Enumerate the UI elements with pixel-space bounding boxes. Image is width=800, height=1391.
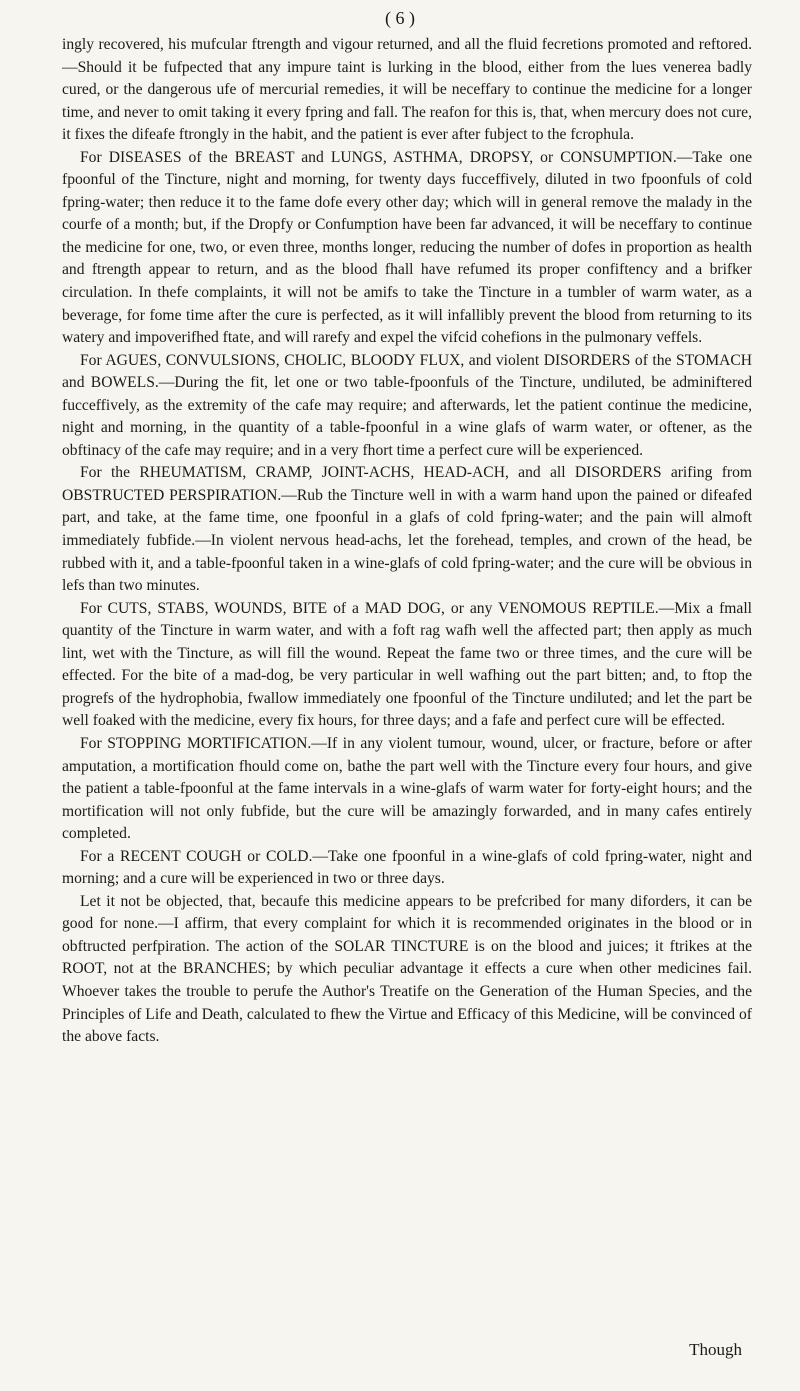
paragraph-cough-cold: For a RECENT COUGH or COLD.—Take one fpoonful in a wine-glafs of cold fpring-water, night and morning; and a cure will be experienced in two or three days. (62, 847, 752, 888)
page-number: ( 6 ) (385, 8, 415, 28)
body-text (62, 34, 752, 1049)
catchword: Though (689, 1340, 742, 1359)
paragraph-agues-convulsions: For AGUES, CONVULSIONS, CHOLIC, BLOODY FLUX, and violent DISORDERS of the STOMACH and BOWELS.—During the fit, let one or two table-fpoonfuls of the Tincture, undiluted, be adminiftered fucceffively, as the extremity of the cafe may require; and afterwards, let the patient continue the medicine, night and morning, in the quantity of a table-fpoonful in a wine glafs of warm water, or oftener, as the obftinacy of the cafe may require; and in a very fhort time a perfect cure will be experienced. (62, 351, 752, 459)
paragraph-rheumatism: For the RHEUMATISM, CRAMP, JOINT-ACHS, HEAD-ACH, and all DISORDERS arifing from OBSTRUCTED PERSPIRATION.—Rub the Tincture well in with a warm hand upon the pained or difeafed part, and take, at the fame time, one fpoonful in a glafs of cold fpring-water; and the pain will almoft immediately fubfide.—In violent nervous head-achs, let the forehead, temples, and crown of the head, be rubbed with it, and a table-fpoonful taken in a wine-glafs of cold fpring-water; and the cure will be obvious in lefs than two minutes. (62, 464, 752, 595)
paragraph-mortification: For STOPPING MORTIFICATION.—If in any violent tumour, wound, ulcer, or fracture, before or after amputation, a mortification fhould come on, bathe the part well with the Tincture every four hours, and give the patient a table-fpoonful at the fame intervals in a wine-glafs of warm water for forty-eight hours; and the mortification will not only fubfide, but the cure will be amazingly forwarded, and in many cafes entirely completed. (62, 734, 752, 843)
paragraph-objection: Let it not be objected, that, becaufe this medicine appears to be prefcribed for many diforders, it can be good for none.—I affirm, that every complaint for which it is recommended originates in the blood or in obftructed perfpiration. The action of the SOLAR TINCTURE is on the blood and juices; it ftrikes at the ROOT, not at the BRANCHES; by which peculiar advantage it effects a cure when other medicines fail. Whoever takes the trouble to perufe the Author's Treatife on the Generation of the Human Species, and the Principles of Life and Death, calculated to fhew the Virtue and Efficacy of this Medicine, will be convinced of the above facts. (62, 892, 752, 1046)
paragraph-breast-lungs: For DISEASES of the BREAST and LUNGS, ASTHMA, DROPSY, or CONSUMPTION.—Take one fpoonful of the Tincture, night and morning, for twenty days fucceffively, diluted in two fpoonfuls of cold fpring-water; then reduce it to the fame dofe every other day; which will in general remove the malady in the courfe of a month; but, if the Dropfy or Confumption have been far advanced, it will be neceffary to continue the medicine for one, two, or even three, months longer, reducing the number of dofes in proportion as health and ftrength appear to return, and as the blood fhall have refumed its proper confiftency and a brifker circulation. In thefe complaints, it will not be amifs to take the Tincture in a tumbler of warm water, as a beverage, for fome time after the cure is perfected, as it will infallibly prevent the blood from returning to its watery and impoverifhed ftate, and will rarefy and expel the vifcid cohefions in the pulmonary veffels. (62, 148, 752, 347)
paragraph-recovery: ingly recovered, his mufcular ftrength and vigour returned, and all the fluid fecretions promoted and reftored.—Should it be fufpected that any impure taint is lurking in the blood, either from the lues venerea badly cured, or the dangerous ufe of mercurial remedies, it will be neceffary to continue the medicine for a longer time, and never to omit taking it every fpring and fall. The reafon for this is, that, when mercury does not cure, it fixes the difeafe ftrongly in the habit, and the patient is ever after fubject to the fcrophula. (62, 36, 752, 144)
paragraph-cuts-wounds: For CUTS, STABS, WOUNDS, BITE of a MAD DOG, or any VENOMOUS REPTILE.—Mix a fmall quantity of the Tincture in warm water, and with a foft rag wafh well the affected part; then apply as much lint, wet with the Tincture, as will fill the wound. Repeat the fame two or three times, and the cure will be effected. For the bite of a mad-dog, be very particular in well wafhing out the part bitten; and, to ftop the progrefs of the hydrophobia, fwallow immediately one fpoonful of the Tincture undiluted; and let the part be well foaked with the medicine, every fix hours, for three days; and a fafe and perfect cure will be effected. (62, 599, 752, 730)
